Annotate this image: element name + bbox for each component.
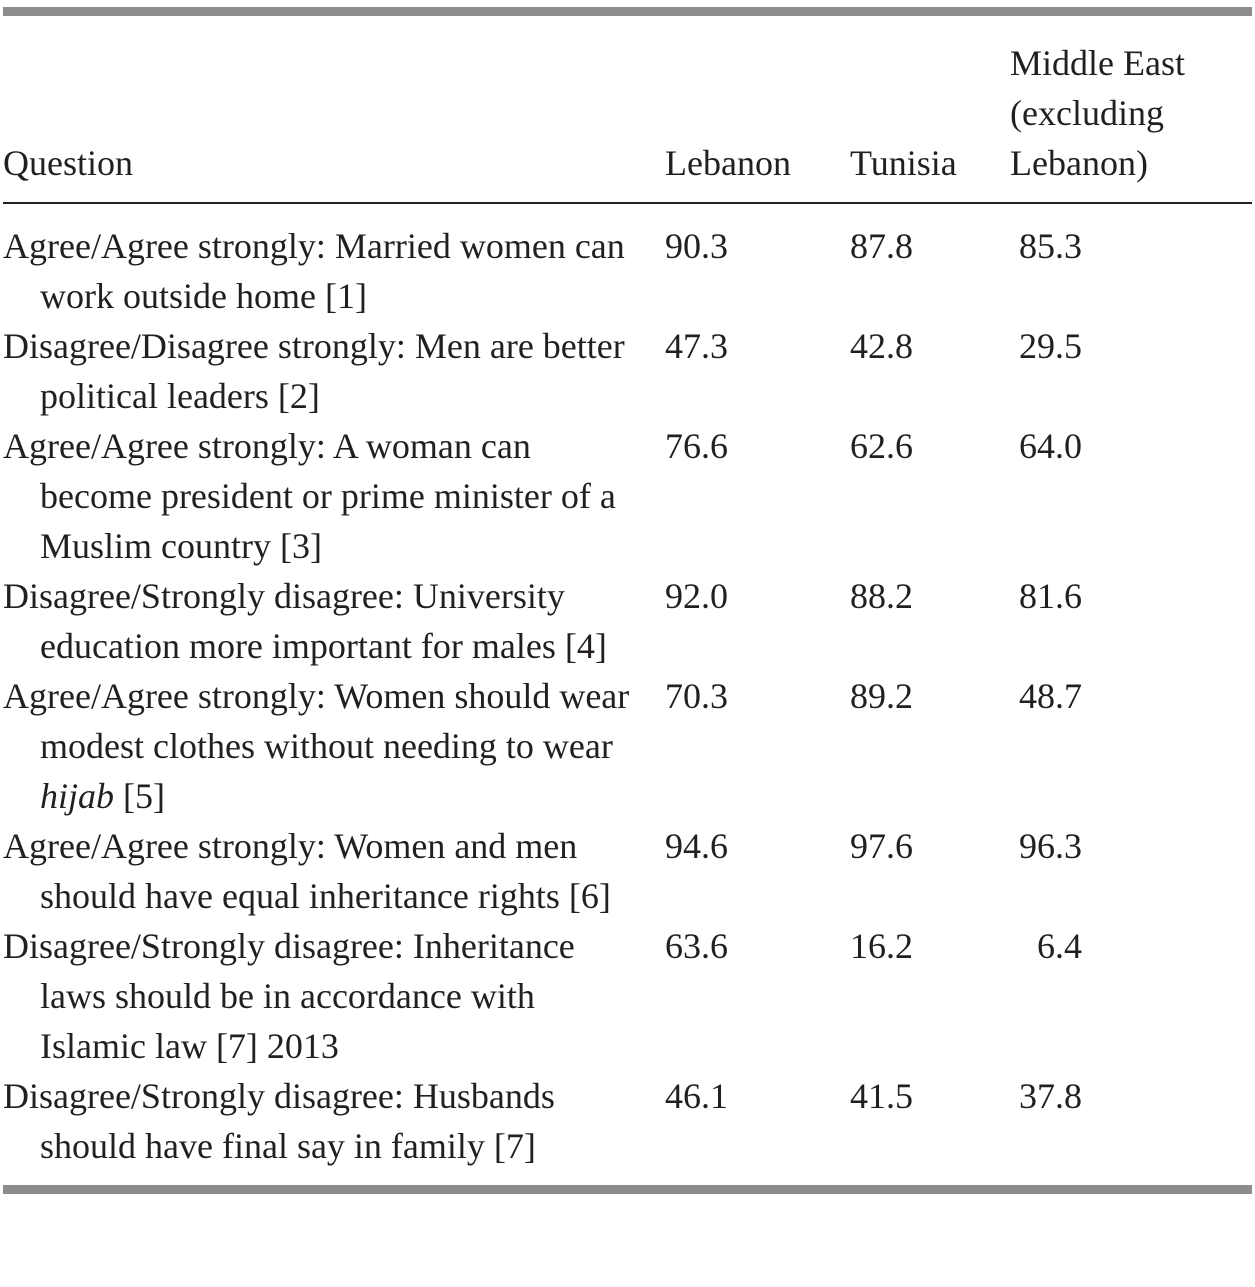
middle-east-cell <box>1010 921 1252 1071</box>
middle-east-value: 85.3 <box>1019 226 1082 266</box>
table-row <box>3 821 1252 921</box>
tunisia-cell: 42.8 <box>850 326 913 366</box>
question-cell: Agree/Agree strongly: A woman can become president or prime minister of a Muslim country [3] <box>3 426 616 566</box>
tunisia-cell: 41.5 <box>850 1076 913 1116</box>
table-row <box>3 921 1252 1071</box>
top-rule <box>3 7 1252 16</box>
lebanon-cell: 47.3 <box>665 326 728 366</box>
middle-east-value: 6.4 <box>1037 926 1082 966</box>
survey-table <box>3 16 1252 1185</box>
lebanon-cell: 92.0 <box>665 576 728 616</box>
question-text-suffix: [5] <box>114 776 165 816</box>
question-cell: Disagree/Strongly disagree: Husbands should have final say in family [7] <box>3 1076 555 1166</box>
lebanon-cell: 63.6 <box>665 926 728 966</box>
header-middle-east-line3: Lebanon) <box>1010 143 1148 183</box>
middle-east-cell <box>1010 321 1252 421</box>
middle-east-value: 37.8 <box>1019 1076 1082 1116</box>
table-row <box>3 571 1252 671</box>
middle-east-value: 96.3 <box>1019 826 1082 866</box>
question-cell: Disagree/Strongly disagree: Inheritance laws should be in accordance with Islamic law [7] 2013 <box>3 926 575 1066</box>
tunisia-cell: 97.6 <box>850 826 913 866</box>
lebanon-cell: 90.3 <box>665 226 728 266</box>
tunisia-cell: 62.6 <box>850 426 913 466</box>
survey-table-container <box>3 7 1252 1194</box>
tunisia-cell: 16.2 <box>850 926 913 966</box>
question-italic-term: hijab <box>40 776 115 816</box>
table-row <box>3 321 1252 421</box>
middle-east-value: 81.6 <box>1019 576 1082 616</box>
middle-east-cell <box>1010 1071 1252 1185</box>
question-cell: Disagree/Disagree strongly: Men are better political leaders [2] <box>3 326 625 416</box>
middle-east-cell <box>1010 671 1252 821</box>
table-row <box>3 1071 1252 1185</box>
header-middle-east <box>1010 16 1252 202</box>
header-tunisia: Tunisia <box>850 143 957 183</box>
tunisia-cell: 87.8 <box>850 226 913 266</box>
middle-east-cell <box>1010 821 1252 921</box>
middle-east-cell <box>1010 571 1252 671</box>
question-cell: Disagree/Strongly disagree: University education more important for males [4] <box>3 576 607 666</box>
middle-east-cell <box>1010 421 1252 571</box>
question-text: Agree/Agree strongly: Women should wear modest clothes without needing to wear <box>3 676 630 766</box>
header-middle-east-line1: Middle East <box>1010 43 1185 83</box>
middle-east-value: 64.0 <box>1019 426 1082 466</box>
tunisia-cell: 88.2 <box>850 576 913 616</box>
question-cell <box>3 671 665 821</box>
question-cell: Agree/Agree strongly: Married women can work outside home [1] <box>3 226 625 316</box>
header-row <box>3 16 1252 202</box>
lebanon-cell: 76.6 <box>665 426 728 466</box>
middle-east-value: 48.7 <box>1019 676 1082 716</box>
bottom-rule <box>3 1185 1252 1194</box>
table-row <box>3 204 1252 321</box>
middle-east-value: 29.5 <box>1019 326 1082 366</box>
header-question: Question <box>3 143 133 183</box>
header-lebanon: Lebanon <box>665 143 791 183</box>
lebanon-cell: 70.3 <box>665 676 728 716</box>
lebanon-cell: 94.6 <box>665 826 728 866</box>
table-row <box>3 421 1252 571</box>
header-middle-east-line2: (excluding <box>1010 93 1164 133</box>
table-row <box>3 671 1252 821</box>
tunisia-cell: 89.2 <box>850 676 913 716</box>
middle-east-cell <box>1010 204 1252 321</box>
question-cell: Agree/Agree strongly: Women and men should have equal inheritance rights [6] <box>3 826 611 916</box>
lebanon-cell: 46.1 <box>665 1076 728 1116</box>
